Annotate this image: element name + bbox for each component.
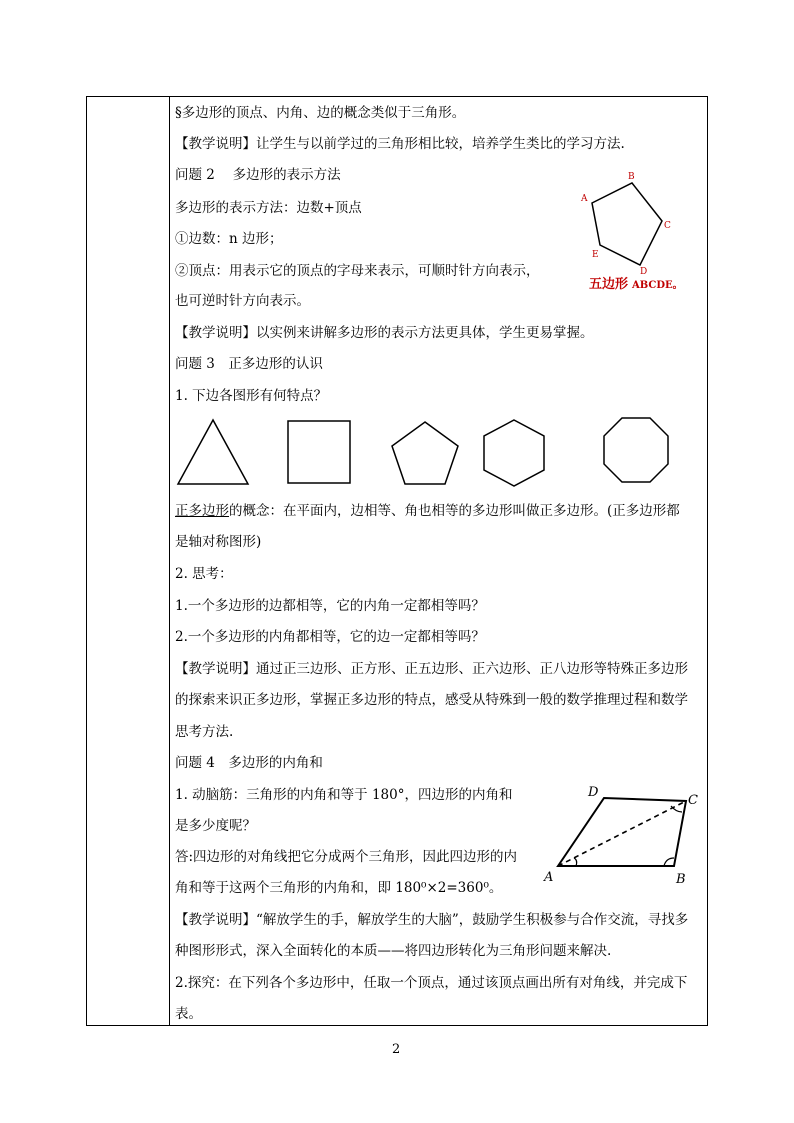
regular-pentagon xyxy=(392,422,458,484)
text-line-14: 1.一个多边形的边都相等，它的内角一定都相等吗？ xyxy=(175,598,485,614)
text-line-22: 答:四边形的对角线把它分成两个三角形，因此四边形的内 xyxy=(175,849,518,865)
quadrilateral-abcd-figure xyxy=(536,780,706,890)
label-c: C xyxy=(664,221,671,231)
angle-mark-a xyxy=(574,858,577,866)
regular-hexagon xyxy=(484,420,544,486)
text-line-25: 种图形形式，深入全面转化的本质——将四边形转化为三角形问题来解决. xyxy=(175,943,612,959)
text-line-18: 思考方法. xyxy=(175,724,234,740)
label-d: D xyxy=(640,267,648,277)
pentagon-caption xyxy=(589,276,683,292)
text-line-2: 【教学说明】让学生与以前学过的三角形相比较，培养学生类比的学习方法. xyxy=(175,136,625,152)
text-line-27: 表。 xyxy=(175,1006,202,1022)
text-line-17: 的探索来识正多边形，掌握正多边形的特点，感受从特殊到一般的数学推理过程和数学 xyxy=(175,692,688,708)
text-line-12: 是轴对称图形) xyxy=(175,534,262,550)
text-line-6: ②顶点：用表示它的顶点的字母来表示，可顺时针方向表示， xyxy=(175,263,540,279)
text-line-10: 1. 下边各图形有何特点？ xyxy=(175,388,328,404)
label-b: B xyxy=(628,172,635,182)
pentagon-outline xyxy=(592,183,662,265)
regular-polygon-term: 正多边形 xyxy=(175,503,229,519)
text-line-13: 2. 思考： xyxy=(175,566,233,582)
text-line-21: 是多少度呢？ xyxy=(175,818,256,834)
label-a: A xyxy=(581,194,588,204)
label-a: A xyxy=(544,870,554,885)
label-c: C xyxy=(688,793,698,808)
angle-mark-b xyxy=(664,858,674,866)
text-line-5: ①边数：n 边形； xyxy=(175,231,283,247)
problem-4-heading: 问题 4 多边形的内角和 xyxy=(175,755,323,771)
square xyxy=(288,421,350,483)
problem-2-heading: 问题 2 多边形的表示方法 xyxy=(175,167,341,183)
text-line-15: 2.一个多边形的内角都相等，它的边一定都相等吗？ xyxy=(175,629,485,645)
label-d: D xyxy=(588,785,599,800)
text-line-16: 【教学说明】通过正三边形、正方形、正五边形、正六边形、正八边形等特殊正多边形 xyxy=(175,661,688,677)
text-line-26: 2.探究：在下列各个多边形中，任取一个顶点，通过该顶点画出所有对角线，并完成下 xyxy=(175,975,688,991)
text-line-8: 【教学说明】以实例来讲解多边形的表示方法更具体，学生更易掌握。 xyxy=(175,325,594,341)
label-b: B xyxy=(676,872,686,887)
text-line-11 xyxy=(175,502,680,520)
text-line-23: 角和等于这两个三角形的内角和，即 180⁰×2=360⁰。 xyxy=(175,880,503,896)
diagonal-ac xyxy=(558,801,686,866)
text-line-4: 多边形的表示方法：边数+顶点 xyxy=(175,200,362,216)
problem-3-heading: 问题 3 正多边形的认识 xyxy=(175,356,323,372)
pentagon-abcde-figure xyxy=(570,165,700,295)
text-line-1: §多边形的顶点、内角、边的概念类似于三角形。 xyxy=(175,105,466,121)
text-line-7: 也可逆时针方向表示。 xyxy=(175,293,310,309)
label-e: E xyxy=(592,250,599,260)
pentagon-caption-main: 五边形 xyxy=(589,277,629,292)
regular-triangle xyxy=(178,420,248,484)
page-number: 2 xyxy=(392,1042,401,1057)
regular-polygon-definition: 的概念：在平面内，边相等、角也相等的多边形叫做正多边形。(正多边形都 xyxy=(229,503,680,519)
regular-octagon xyxy=(604,418,668,482)
pentagon-caption-letters: ABCDE。 xyxy=(632,280,683,291)
text-line-24: 【教学说明】“解放学生的手，解放学生的大脑”，鼓励学生积极参与合作交流，寻找多 xyxy=(175,912,689,928)
text-line-20: 1. 动脑筋：三角形的内角和等于 180°，四边形的内角和 xyxy=(175,787,513,803)
regular-polygons-figure xyxy=(170,412,690,494)
column-divider xyxy=(169,97,170,1025)
